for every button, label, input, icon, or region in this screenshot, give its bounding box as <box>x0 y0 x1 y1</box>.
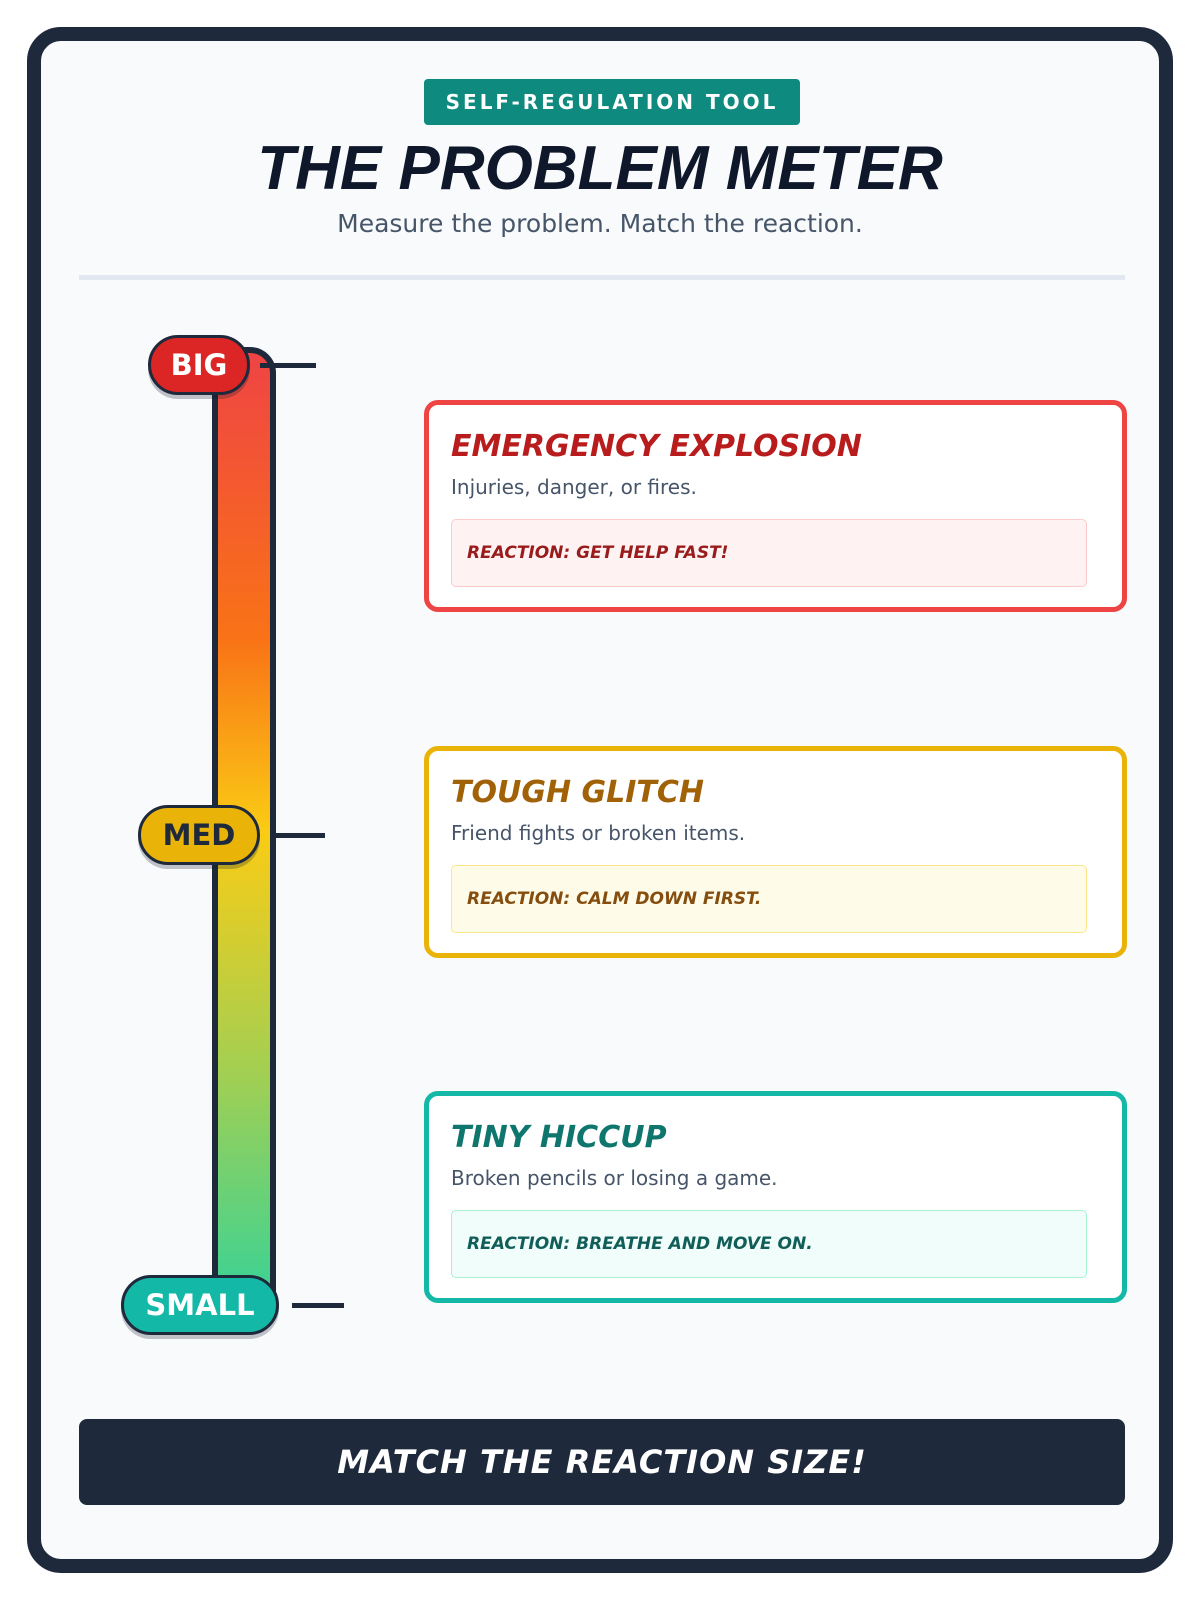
tool-tag: SELF-REGULATION TOOL <box>424 79 800 125</box>
level-card-small <box>424 1091 1127 1303</box>
meter-label-med: MED <box>138 805 260 865</box>
header-divider <box>79 275 1125 280</box>
level-reaction: REACTION: GET HELP FAST! <box>451 519 1087 587</box>
problem-meter-card <box>27 27 1173 1573</box>
level-card-med <box>424 746 1127 958</box>
level-name: TINY HICCUP <box>451 1120 667 1155</box>
page-title: THE PROBLEM METER <box>257 134 943 203</box>
level-name: EMERGENCY EXPLOSION <box>451 429 862 464</box>
meter-tick-med <box>273 833 325 838</box>
level-card-big <box>424 400 1127 612</box>
meter-label-big: BIG <box>148 335 250 395</box>
meter-label-small: SMALL <box>121 1275 279 1335</box>
level-reaction: REACTION: BREATHE AND MOVE ON. <box>451 1210 1087 1278</box>
level-name: TOUGH GLITCH <box>451 775 704 810</box>
level-description: Friend fights or broken items. <box>451 821 746 845</box>
level-description: Injuries, danger, or fires. <box>451 475 697 499</box>
meter-tick-small <box>292 1303 344 1308</box>
page-subtitle: Measure the problem. Match the reaction. <box>337 209 863 238</box>
level-reaction: REACTION: CALM DOWN FIRST. <box>451 865 1087 933</box>
footer-banner: MATCH THE REACTION SIZE! <box>79 1419 1125 1505</box>
meter-tick-big <box>260 363 316 368</box>
level-description: Broken pencils or losing a game. <box>451 1166 778 1190</box>
